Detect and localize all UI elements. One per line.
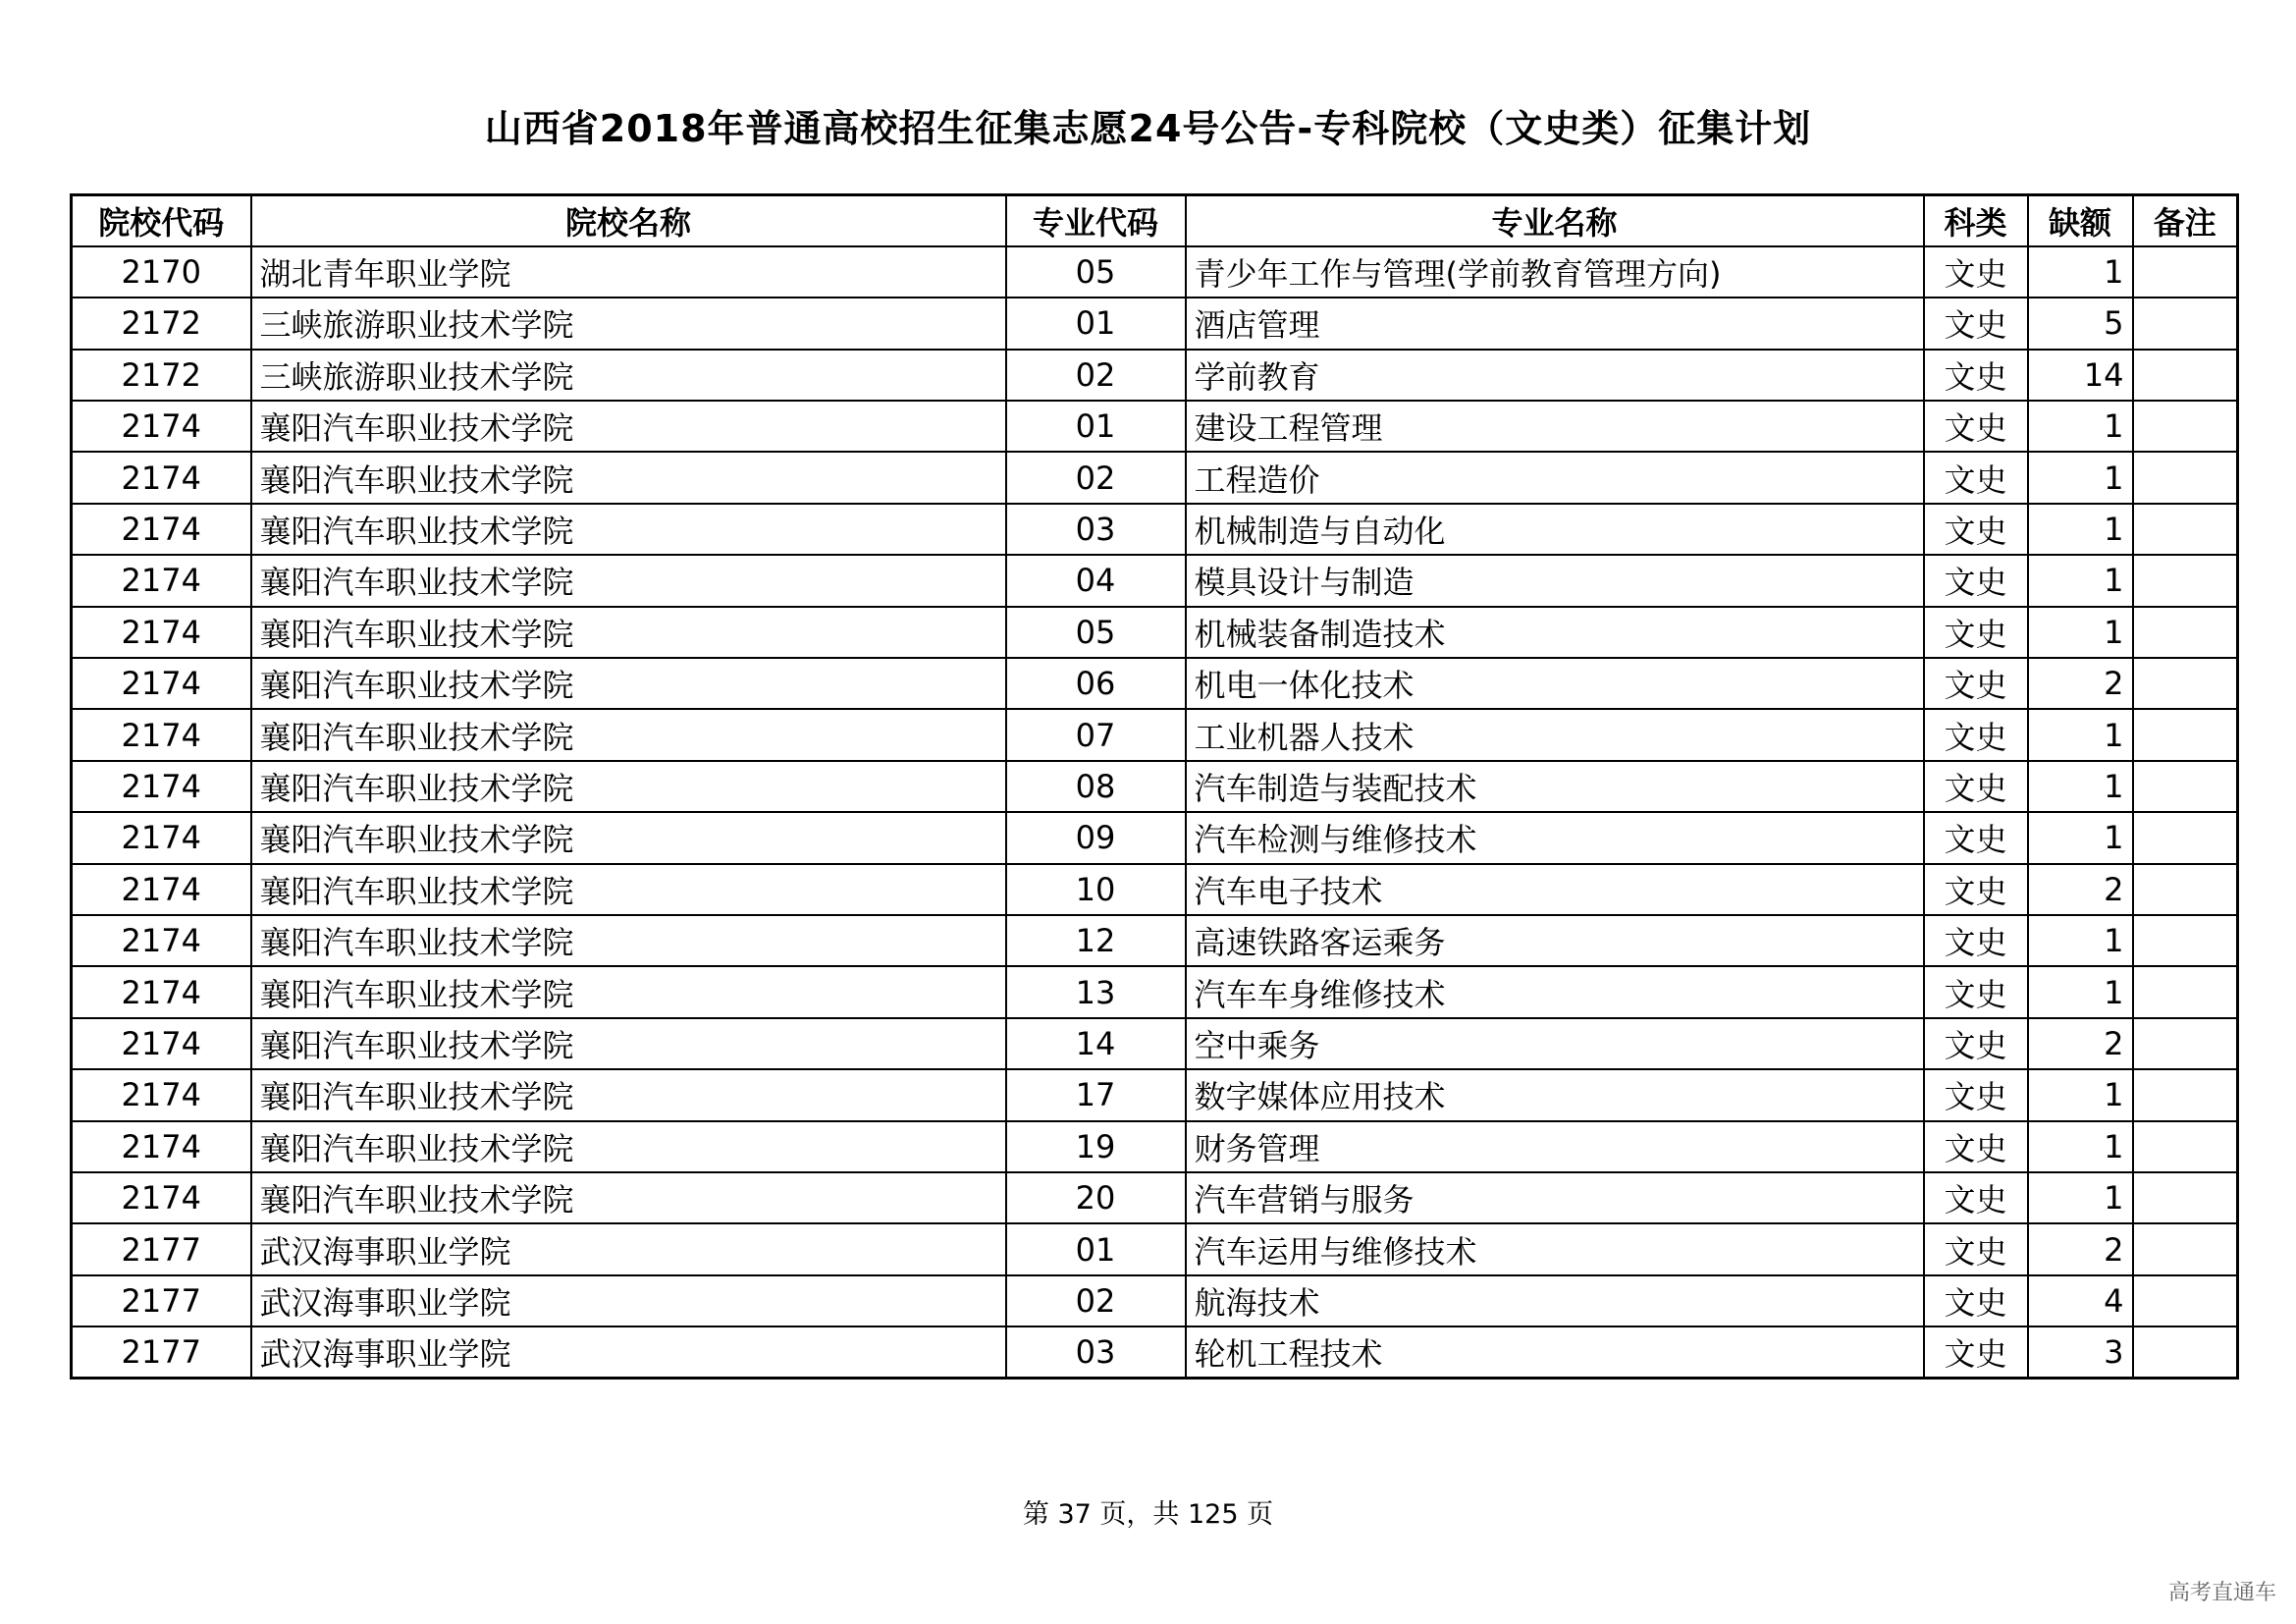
table-row: [72, 607, 2238, 658]
cell-major-name: 空中乘务: [1186, 1018, 1924, 1069]
cell-category: 文史: [1924, 761, 2028, 812]
table-row: [72, 658, 2238, 709]
cell-remark: [2133, 298, 2238, 349]
cell-quota: 3: [2028, 1326, 2133, 1378]
cell-major-name: 航海技术: [1186, 1275, 1924, 1326]
cell-major-code: 04: [1006, 555, 1186, 606]
cell-remark: [2133, 504, 2238, 555]
cell-major-name: 学前教育: [1186, 350, 1924, 401]
cell-category: 文史: [1924, 1275, 2028, 1326]
cell-quota: 1: [2028, 1172, 2133, 1223]
cell-category: 文史: [1924, 401, 2028, 452]
cell-major-code: 07: [1006, 709, 1186, 760]
table-row: [72, 1223, 2238, 1274]
table-row: [72, 966, 2238, 1017]
cell-school-name: 襄阳汽车职业技术学院: [251, 812, 1006, 863]
cell-major-name: 机械装备制造技术: [1186, 607, 1924, 658]
cell-school-code: 2174: [72, 1069, 251, 1120]
cell-school-name: 湖北青年职业学院: [251, 246, 1006, 298]
cell-category: 文史: [1924, 298, 2028, 349]
cell-major-name: 汽车检测与维修技术: [1186, 812, 1924, 863]
cell-quota: 1: [2028, 812, 2133, 863]
cell-major-code: 05: [1006, 246, 1186, 298]
cell-school-code: 2174: [72, 966, 251, 1017]
cell-major-code: 17: [1006, 1069, 1186, 1120]
cell-remark: [2133, 761, 2238, 812]
cell-major-name: 建设工程管理: [1186, 401, 1924, 452]
cell-quota: 5: [2028, 298, 2133, 349]
cell-major-name: 数字媒体应用技术: [1186, 1069, 1924, 1120]
cell-remark: [2133, 1121, 2238, 1172]
cell-remark: [2133, 555, 2238, 606]
cell-school-name: 三峡旅游职业技术学院: [251, 298, 1006, 349]
cell-school-name: 武汉海事职业学院: [251, 1275, 1006, 1326]
cell-quota: 2: [2028, 864, 2133, 915]
table-row: [72, 555, 2238, 606]
cell-remark: [2133, 1223, 2238, 1274]
cell-major-code: 01: [1006, 1223, 1186, 1274]
cell-school-code: 2170: [72, 246, 251, 298]
cell-quota: 2: [2028, 658, 2133, 709]
cell-major-code: 20: [1006, 1172, 1186, 1223]
cell-school-name: 襄阳汽车职业技术学院: [251, 555, 1006, 606]
cell-school-name: 襄阳汽车职业技术学院: [251, 966, 1006, 1017]
table-row: [72, 1275, 2238, 1326]
cell-major-code: 02: [1006, 1275, 1186, 1326]
cell-category: 文史: [1924, 350, 2028, 401]
cell-school-code: 2174: [72, 1018, 251, 1069]
cell-category: 文史: [1924, 1172, 2028, 1223]
cell-category: 文史: [1924, 915, 2028, 966]
cell-quota: 1: [2028, 401, 2133, 452]
cell-remark: [2133, 452, 2238, 503]
cell-major-code: 02: [1006, 350, 1186, 401]
cell-school-code: 2174: [72, 607, 251, 658]
cell-school-code: 2177: [72, 1223, 251, 1274]
cell-quota: 1: [2028, 1121, 2133, 1172]
cell-remark: [2133, 350, 2238, 401]
table-row: [72, 401, 2238, 452]
table-row: [72, 1121, 2238, 1172]
cell-remark: [2133, 864, 2238, 915]
table-row: [72, 1172, 2238, 1223]
cell-school-name: 襄阳汽车职业技术学院: [251, 864, 1006, 915]
cell-remark: [2133, 1172, 2238, 1223]
cell-major-code: 02: [1006, 452, 1186, 503]
cell-category: 文史: [1924, 966, 2028, 1017]
cell-category: 文史: [1924, 452, 2028, 503]
cell-major-name: 汽车车身维修技术: [1186, 966, 1924, 1017]
cell-quota: 1: [2028, 246, 2133, 298]
cell-school-code: 2174: [72, 401, 251, 452]
header-school-code: 院校代码: [72, 195, 251, 246]
cell-category: 文史: [1924, 1018, 2028, 1069]
cell-remark: [2133, 1326, 2238, 1378]
cell-major-name: 青少年工作与管理(学前教育管理方向): [1186, 246, 1924, 298]
header-major-code: 专业代码: [1006, 195, 1186, 246]
table-row: [72, 452, 2238, 503]
cell-quota: 2: [2028, 1018, 2133, 1069]
cell-remark: [2133, 709, 2238, 760]
table-row: [72, 915, 2238, 966]
cell-school-name: 襄阳汽车职业技术学院: [251, 607, 1006, 658]
cell-major-code: 01: [1006, 298, 1186, 349]
watermark: 高考直通车: [2167, 1581, 2276, 1605]
cell-major-code: 19: [1006, 1121, 1186, 1172]
cell-major-code: 14: [1006, 1018, 1186, 1069]
cell-major-code: 03: [1006, 504, 1186, 555]
cell-school-name: 襄阳汽车职业技术学院: [251, 1069, 1006, 1120]
cell-quota: 1: [2028, 555, 2133, 606]
cell-category: 文史: [1924, 607, 2028, 658]
cell-quota: 1: [2028, 966, 2133, 1017]
page-title: 山西省2018年普通高校招生征集志愿24号公告-专科院校（文史类）征集计划: [484, 107, 1812, 150]
cell-quota: 1: [2028, 915, 2133, 966]
cell-major-name: 工业机器人技术: [1186, 709, 1924, 760]
cell-school-code: 2177: [72, 1326, 251, 1378]
cell-category: 文史: [1924, 864, 2028, 915]
cell-major-name: 高速铁路客运乘务: [1186, 915, 1924, 966]
cell-remark: [2133, 1275, 2238, 1326]
cell-category: 文史: [1924, 504, 2028, 555]
header-remark: 备注: [2133, 195, 2238, 246]
cell-school-code: 2174: [72, 504, 251, 555]
cell-remark: [2133, 658, 2238, 709]
cell-remark: [2133, 246, 2238, 298]
enrollment-plan-table: [70, 193, 2239, 1380]
cell-quota: 1: [2028, 452, 2133, 503]
cell-quota: 1: [2028, 761, 2133, 812]
cell-school-code: 2172: [72, 298, 251, 349]
cell-school-code: 2174: [72, 452, 251, 503]
table-row: [72, 1069, 2238, 1120]
cell-major-code: 06: [1006, 658, 1186, 709]
cell-school-code: 2174: [72, 658, 251, 709]
table-row: [72, 1326, 2238, 1378]
cell-major-code: 09: [1006, 812, 1186, 863]
cell-major-code: 12: [1006, 915, 1186, 966]
cell-category: 文史: [1924, 246, 2028, 298]
cell-major-name: 模具设计与制造: [1186, 555, 1924, 606]
cell-category: 文史: [1924, 658, 2028, 709]
cell-major-code: 10: [1006, 864, 1186, 915]
cell-school-code: 2172: [72, 350, 251, 401]
cell-category: 文史: [1924, 1223, 2028, 1274]
cell-school-name: 襄阳汽车职业技术学院: [251, 1172, 1006, 1223]
cell-major-name: 财务管理: [1186, 1121, 1924, 1172]
header-major-name: 专业名称: [1186, 195, 1924, 246]
cell-remark: [2133, 812, 2238, 863]
cell-remark: [2133, 915, 2238, 966]
cell-remark: [2133, 966, 2238, 1017]
cell-major-name: 工程造价: [1186, 452, 1924, 503]
cell-major-name: 机械制造与自动化: [1186, 504, 1924, 555]
table-row: [72, 709, 2238, 760]
cell-remark: [2133, 1018, 2238, 1069]
cell-category: 文史: [1924, 1121, 2028, 1172]
cell-category: 文史: [1924, 1326, 2028, 1378]
table-row: [72, 504, 2238, 555]
cell-major-code: 05: [1006, 607, 1186, 658]
cell-quota: 2: [2028, 1223, 2133, 1274]
cell-school-code: 2174: [72, 864, 251, 915]
cell-school-code: 2174: [72, 1121, 251, 1172]
cell-school-name: 襄阳汽车职业技术学院: [251, 658, 1006, 709]
cell-major-name: 机电一体化技术: [1186, 658, 1924, 709]
cell-school-name: 武汉海事职业学院: [251, 1326, 1006, 1378]
cell-remark: [2133, 401, 2238, 452]
table-body: [72, 246, 2238, 1379]
cell-major-name: 汽车制造与装配技术: [1186, 761, 1924, 812]
cell-school-name: 襄阳汽车职业技术学院: [251, 1121, 1006, 1172]
cell-major-code: 03: [1006, 1326, 1186, 1378]
cell-school-name: 襄阳汽车职业技术学院: [251, 761, 1006, 812]
cell-quota: 1: [2028, 709, 2133, 760]
cell-school-name: 襄阳汽车职业技术学院: [251, 1018, 1006, 1069]
cell-quota: 4: [2028, 1275, 2133, 1326]
cell-quota: 14: [2028, 350, 2133, 401]
cell-school-code: 2174: [72, 761, 251, 812]
cell-school-code: 2174: [72, 1172, 251, 1223]
cell-major-code: 13: [1006, 966, 1186, 1017]
table-row: [72, 298, 2238, 349]
cell-school-name: 襄阳汽车职业技术学院: [251, 401, 1006, 452]
cell-category: 文史: [1924, 709, 2028, 760]
table-row: [72, 246, 2238, 298]
table-row: [72, 864, 2238, 915]
cell-category: 文史: [1924, 812, 2028, 863]
cell-remark: [2133, 1069, 2238, 1120]
cell-school-name: 武汉海事职业学院: [251, 1223, 1006, 1274]
cell-major-name: 汽车电子技术: [1186, 864, 1924, 915]
cell-major-name: 轮机工程技术: [1186, 1326, 1924, 1378]
cell-school-name: 襄阳汽车职业技术学院: [251, 915, 1006, 966]
cell-major-name: 酒店管理: [1186, 298, 1924, 349]
table-row: [72, 1018, 2238, 1069]
cell-major-code: 08: [1006, 761, 1186, 812]
cell-school-name: 三峡旅游职业技术学院: [251, 350, 1006, 401]
cell-school-name: 襄阳汽车职业技术学院: [251, 709, 1006, 760]
cell-school-code: 2177: [72, 1275, 251, 1326]
page-footer: 第 37 页，共 125 页: [1022, 1499, 1274, 1530]
table-row: [72, 812, 2238, 863]
header-quota: 缺额: [2028, 195, 2133, 246]
cell-quota: 1: [2028, 504, 2133, 555]
cell-category: 文史: [1924, 555, 2028, 606]
cell-school-name: 襄阳汽车职业技术学院: [251, 452, 1006, 503]
cell-remark: [2133, 607, 2238, 658]
cell-major-name: 汽车营销与服务: [1186, 1172, 1924, 1223]
cell-school-code: 2174: [72, 709, 251, 760]
table-header-row: [72, 195, 2238, 246]
cell-quota: 1: [2028, 1069, 2133, 1120]
cell-quota: 1: [2028, 607, 2133, 658]
cell-school-code: 2174: [72, 555, 251, 606]
header-school-name: 院校名称: [251, 195, 1006, 246]
cell-school-name: 襄阳汽车职业技术学院: [251, 504, 1006, 555]
header-category: 科类: [1924, 195, 2028, 246]
cell-school-code: 2174: [72, 812, 251, 863]
cell-major-code: 01: [1006, 401, 1186, 452]
cell-major-name: 汽车运用与维修技术: [1186, 1223, 1924, 1274]
table-row: [72, 761, 2238, 812]
cell-category: 文史: [1924, 1069, 2028, 1120]
cell-school-code: 2174: [72, 915, 251, 966]
table-row: [72, 350, 2238, 401]
